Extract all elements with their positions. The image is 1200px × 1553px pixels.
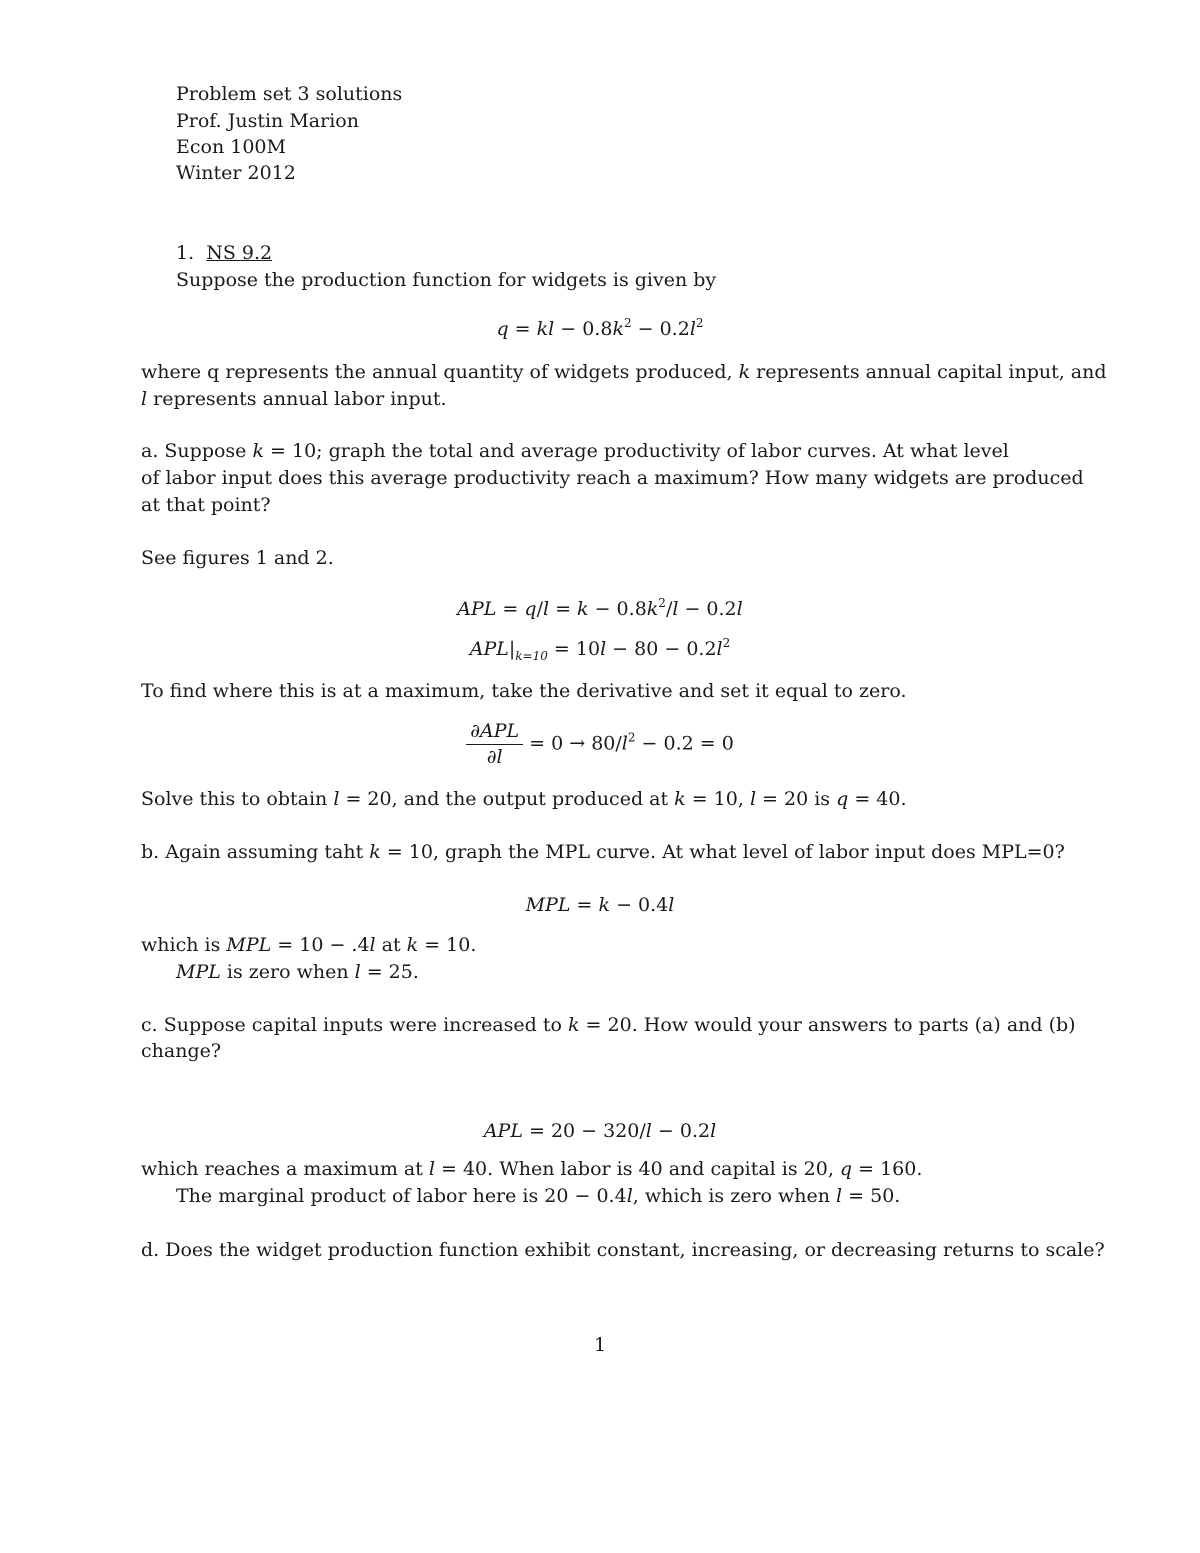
part-d-question: d. Does the widget production function exhibit constant, increasing, or decreasing returns to scale? bbox=[141, 1239, 1105, 1261]
part-a-question-line-2: of labor input does this average productivity reach a maximum? How many widgets are produced bbox=[141, 467, 1084, 489]
part-c-question-line-1: c. Suppose capital inputs were increased to k = 20. How would your answers to parts (a) and (b) bbox=[141, 1014, 1076, 1036]
term: Winter 2012 bbox=[176, 162, 296, 184]
where-line-1: where q represents the annual quantity of widgets produced, k represents annual capital input, and bbox=[141, 361, 1107, 383]
mpl-equation: MPL = k − 0.4l bbox=[525, 894, 675, 916]
part-b-question: b. Again assuming taht k = 10, graph the MPL curve. At what level of labor input does MPL=0? bbox=[141, 841, 1065, 863]
find-max-text: To find where this is at a maximum, take the derivative and set it equal to zero. bbox=[141, 680, 907, 702]
derivative-equation: $\frac{\text{∂APL}}{\partial l}$ = $0 \to 80/l^2 - 0.2 = 0$ bbox=[0, 722, 1200, 767]
part-c-question-line-2: change? bbox=[141, 1040, 222, 1062]
mpl-at-k10-text: which is MPL = 10 − .4l at k = 10. bbox=[141, 934, 477, 956]
course-name: Econ 100M bbox=[176, 136, 286, 158]
see-figures-text: See figures 1 and 2. bbox=[141, 547, 334, 569]
problem-heading bbox=[176, 244, 272, 263]
page-number: 1 bbox=[593, 1334, 607, 1356]
eq-var-q: q bbox=[496, 318, 509, 340]
problem-intro: Suppose the production function for widgets is given by bbox=[176, 269, 717, 291]
where-line-2: l represents annual labor input. bbox=[141, 388, 447, 410]
solve-text: Solve this to obtain l = 20, and the output produced at k = 10, l = 20 is q = 40. bbox=[141, 788, 907, 810]
derivative-fraction: $\frac{\text{∂APL}}{\partial l}$ bbox=[466, 722, 523, 767]
professor-name: Prof. Justin Marion bbox=[176, 110, 359, 132]
apl-k10-equation: $APL|_{k=10} = 10l - 80 - 0.2l^2$ bbox=[469, 636, 731, 663]
apl-equation: APL = $q/l = k - 0.8k^2/l - 0.2l$ bbox=[457, 596, 743, 620]
part-a-question-line-3: at that point? bbox=[141, 494, 271, 516]
mpl-zero-text: MPL is zero when l = 25. bbox=[176, 961, 419, 983]
apl-k20-equation: APL = 20 − 320/l − 0.2l bbox=[483, 1120, 717, 1142]
doc-title: Problem set 3 solutions bbox=[176, 83, 403, 105]
problem-number: 1. bbox=[176, 242, 195, 264]
marginal-product-text: The marginal product of labor here is 20 − 0.4l, which is zero when l = 50. bbox=[176, 1185, 901, 1207]
problem-reference: NS 9.2 bbox=[206, 242, 273, 264]
production-function-equation: q = kl − $0.8k^2 - 0.2l^2$ bbox=[496, 316, 704, 340]
part-a-question-line-1: a. Suppose k = 10; graph the total and average productivity of labor curves. At what level bbox=[141, 440, 1009, 462]
apl-max-k20-text: which reaches a maximum at l = 40. When labor is 40 and capital is 20, q = 160. bbox=[141, 1158, 923, 1180]
